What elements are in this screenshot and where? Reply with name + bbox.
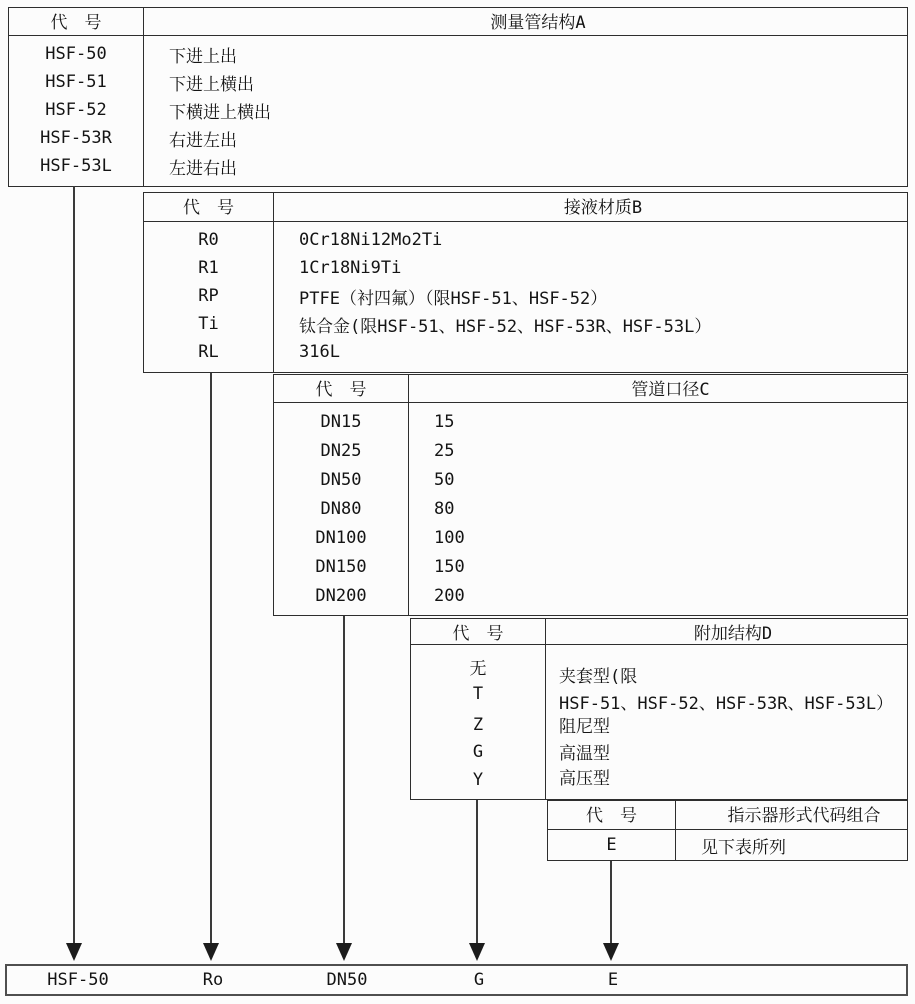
table-row (274, 436, 408, 465)
desc-cell: 100 (434, 527, 465, 548)
code-header: 代 号 (586, 806, 637, 826)
code-cell: T (472, 684, 484, 704)
desc-cell: 阻尼型 (559, 716, 610, 737)
desc-cell: 钛合金(限HSF-51、HSF-52、HSF-53R、HSF-53L） (299, 316, 712, 337)
desc-header: 指示器形式代码组合 (727, 806, 881, 826)
code-cell: RP (198, 286, 219, 306)
desc-cell: PTFE（衬四氟）（限HSF-51、HSF-52） (299, 288, 608, 309)
code-header: 代 号 (452, 624, 504, 644)
desc-cell: 下进上出 (169, 46, 237, 67)
desc-cell: 200 (434, 585, 465, 606)
code-header: 代 号 (315, 380, 367, 400)
table-row (9, 68, 143, 96)
desc-cell: 夹套型(限 (559, 666, 638, 687)
example-code-value: HSF-50 (47, 970, 109, 990)
desc-cell: 左进右出 (169, 158, 237, 179)
example-code-value: DN50 (326, 970, 368, 990)
desc-cell: 0Cr18Ni12Mo2Ti (299, 230, 443, 250)
connector-line-e (610, 861, 612, 943)
example-code-box (5, 964, 908, 996)
code-header: 代 号 (183, 198, 234, 218)
code-cell: 无 (469, 658, 487, 679)
table-row (144, 254, 273, 282)
connector-line-c (343, 616, 345, 943)
desc-cell: 150 (434, 556, 465, 577)
desc-cell: 316L (299, 342, 340, 362)
table-row (274, 465, 408, 494)
code-cell: HSF-52 (45, 100, 107, 120)
code-cell: DN50 (320, 469, 362, 490)
code-cell: DN80 (320, 498, 362, 519)
desc-cell: HSF-51、HSF-52、HSF-53R、HSF-53L） (559, 693, 894, 714)
table-row (274, 581, 408, 610)
table-row (548, 830, 675, 860)
down-arrow-icon (66, 943, 82, 961)
desc-header: 管道口径C (631, 380, 710, 400)
table-row (9, 96, 143, 124)
table-row (274, 523, 408, 552)
code-cell: HSF-53R (40, 128, 112, 148)
code-cell: HSF-50 (45, 44, 107, 64)
code-cell: Y (472, 770, 484, 790)
code-cell: Ti (198, 314, 219, 334)
table-row (9, 40, 143, 68)
code-cell: R1 (198, 258, 219, 278)
desc-header: 接液材质B (563, 198, 643, 218)
code-cell: G (472, 742, 484, 762)
desc-cell: 下横进上横出 (169, 102, 271, 123)
table-row (144, 338, 273, 366)
example-code-value: E (607, 970, 619, 990)
code-cell: HSF-51 (45, 72, 107, 92)
code-cell: RL (198, 342, 219, 362)
code-cell: DN25 (320, 440, 362, 461)
code-cell: DN150 (315, 556, 367, 577)
connector-line-b (210, 373, 212, 943)
code-cell: E (606, 835, 617, 855)
code-cell: R0 (198, 230, 219, 250)
code-cell: Z (472, 715, 484, 735)
table-wetted-material-b (143, 192, 908, 373)
code-cell: DN100 (315, 527, 367, 548)
down-arrow-icon (203, 943, 219, 961)
desc-cell: 25 (434, 440, 455, 461)
table-row (9, 152, 143, 180)
down-arrow-icon (603, 943, 619, 961)
down-arrow-icon (469, 943, 485, 961)
table-indicator-code-e (547, 800, 908, 861)
example-code-value: Ro (202, 970, 224, 990)
connector-line-a (73, 186, 75, 943)
code-header: 代 号 (50, 13, 102, 33)
down-arrow-icon (336, 943, 352, 961)
code-cell: DN200 (315, 585, 367, 606)
table-row (144, 226, 273, 254)
desc-cell: 1Cr18Ni9Ti (299, 258, 402, 278)
example-code-value: G (473, 970, 485, 990)
table-row (274, 407, 408, 436)
desc-cell: 15 (434, 411, 455, 432)
desc-cell: 50 (434, 469, 455, 490)
desc-cell: 见下表所列 (701, 837, 786, 858)
desc-cell: 右进左出 (169, 130, 237, 151)
table-row (274, 494, 408, 523)
table-measuring-tube-structure-a (8, 7, 908, 187)
connector-line-d (476, 800, 478, 943)
desc-cell: 下进上横出 (169, 74, 254, 95)
desc-cell: 高温型 (559, 743, 610, 764)
code-cell: DN15 (320, 411, 362, 432)
desc-header: 测量管结构A (490, 13, 586, 33)
desc-cell: 80 (434, 498, 455, 519)
table-row (144, 282, 273, 310)
table-pipe-diameter-c (273, 374, 908, 616)
desc-cell: 高压型 (559, 768, 610, 789)
table-row (144, 310, 273, 338)
table-additional-structure-d (410, 618, 908, 800)
desc-header: 附加结构D (693, 624, 773, 644)
code-cell: HSF-53L (40, 156, 112, 176)
table-row (274, 552, 408, 581)
table-row (9, 124, 143, 152)
